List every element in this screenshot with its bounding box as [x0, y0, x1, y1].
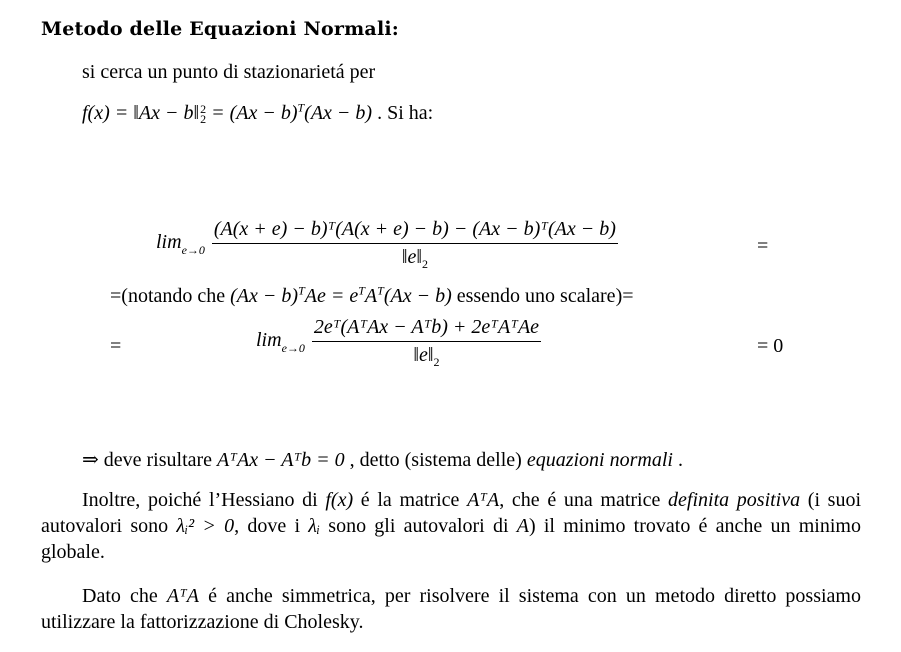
intro-line: si cerca un punto di stazionarietá per	[82, 61, 376, 83]
hessian-paragraph: Inoltre, poiché l’Hessiano di f(x) é la matrice AᵀA, che é una matrice definita positiva (i suoi autovalori sono λᵢ² > 0, dove i λᵢ sono gli autovalori di A) il minimo trovato é anche un minimo globale.	[41, 489, 862, 563]
norm-sub: 2	[200, 112, 207, 127]
limit-equation-2: $\lim_{e\to 0}$ $\frac{\text{2eᵀ(AᵀAx − Aᵀb) + 2eᵀAᵀAe}}{‖e‖_2}$	[256, 316, 540, 369]
limit-equation-1	[156, 218, 618, 269]
lim-subscript: e→0	[181, 243, 205, 258]
section-title: Metodo delle Equazioni Normali:	[41, 18, 399, 40]
normal-equations-line: ⇒ deve risultare AᵀAx − Aᵀb = 0 , detto (sistema delle) equazioni normali .	[82, 449, 683, 471]
f-rest: (Ax − b)	[304, 102, 373, 124]
fraction	[212, 218, 618, 269]
eq3-rhs: = 0	[757, 335, 784, 357]
eq1-rhs: =	[757, 235, 769, 257]
implies-icon: ⇒	[82, 449, 99, 471]
f-tail: . Si ha:	[372, 102, 434, 124]
f-eq: = (Ax − b)	[206, 102, 298, 124]
denominator: $‖e‖_2$	[413, 344, 440, 369]
f-norm: ‖Ax − b‖	[133, 102, 200, 124]
cholesky-paragraph: Dato che AᵀA é anche simmetrica, per risolvere il sistema con un metodo diretto possiamo utilizzare la fattorizzazione di Cholesky.	[41, 585, 861, 633]
eq3-lhs: =	[110, 335, 122, 357]
denominator: $‖e‖_2$	[401, 246, 428, 271]
fraction	[312, 316, 541, 367]
function-definition	[82, 102, 433, 125]
f-transpose: T	[297, 100, 305, 115]
noting-line: =(notando che $(Ax - b)^TAe = e^TA^T(Ax - b)$ essendo uno scalare)=	[110, 283, 634, 307]
lim-label: lim	[156, 231, 182, 254]
numerator: (A(x + e) − b)ᵀ(A(x + e) − b) − (Ax − b)ᵀ(Ax − b)	[212, 218, 618, 244]
norm-sup: 2	[200, 102, 207, 117]
f-lhs: f(x) =	[82, 102, 134, 124]
numerator: 2eᵀ(AᵀAx − Aᵀb) + 2eᵀAᵀAe	[312, 316, 541, 342]
